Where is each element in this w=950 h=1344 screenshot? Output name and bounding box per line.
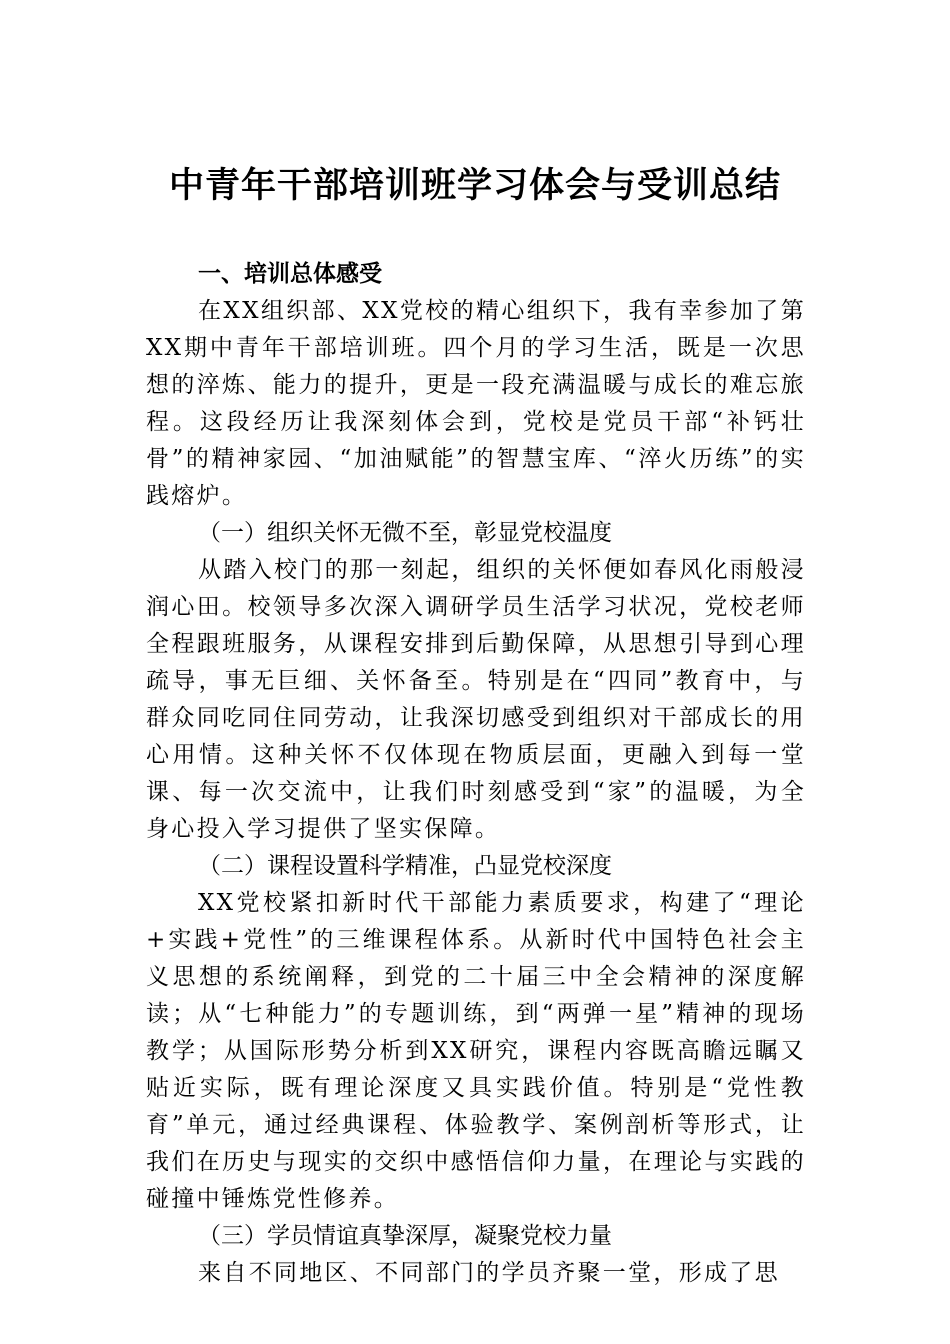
subsection-heading-1: （一）组织关怀无微不至，彰显党校温度 [198, 520, 612, 546]
paragraph-classmates: 来自不同地区、不同部门的学员齐聚一堂，形成了思 [198, 1260, 780, 1286]
subsection-heading-3: （三）学员情谊真挚深厚，凝聚党校力量 [198, 1223, 612, 1249]
document-body [146, 256, 806, 1292]
paragraph-curriculum: XX党校紧扣新时代干部能力素质要求，构建了“理论+实践+党性”的三维课程体系。从新时代中国特色社会主义思想的系统阐释，到党的二十届三中全会精神的深度解读；从“七种能力”的专题训练，到“两弹一星”精神的现场教学；从国际形势分析到XX研究，课程内容既高瞻远瞩又贴近实际，既有理论深度又具实践价值。特别是“党性教育”单元，通过经典课程、体验教学、案例剖析等形式，让我们在历史与现实的交织中感悟信仰力量，在理论与实践的碰撞中锤炼党性修养。 [146, 890, 806, 1212]
paragraph-organization-care: 从踏入校门的那一刻起，组织的关怀便如春风化雨般浸润心田。校领导多次深入调研学员生活学习状况，党校老师全程跟班服务，从课程安排到后勤保障，从思想引导到心理疏导，事无巨细、关怀备至。特别是在“四同”教育中，与群众同吃同住同劳动，让我深切感受到组织对干部成长的用心用情。这种关怀不仅体现在物质层面，更融入到每一堂课、每一次交流中，让我们时刻感受到“家”的温暖，为全身心投入学习提供了坚实保障。 [146, 557, 806, 842]
paragraph-intro: 在XX组织部、XX党校的精心组织下，我有幸参加了第XX期中青年干部培训班。四个月的学习生活，既是一次思想的淬炼、能力的提升，更是一段充满温暖与成长的难忘旅程。这段经历让我深刻体会到，党校是党员干部“补钙壮骨”的精神家园、“加油赋能”的智慧宝库、“淬火历练”的实践熔炉。 [146, 298, 806, 509]
subsection-heading-2: （二）课程设置科学精准，凸显党校深度 [198, 853, 612, 879]
document-title: 中青年干部培训班学习体会与受训总结 [168, 165, 781, 206]
section-heading-1: 一、培训总体感受 [198, 261, 382, 287]
